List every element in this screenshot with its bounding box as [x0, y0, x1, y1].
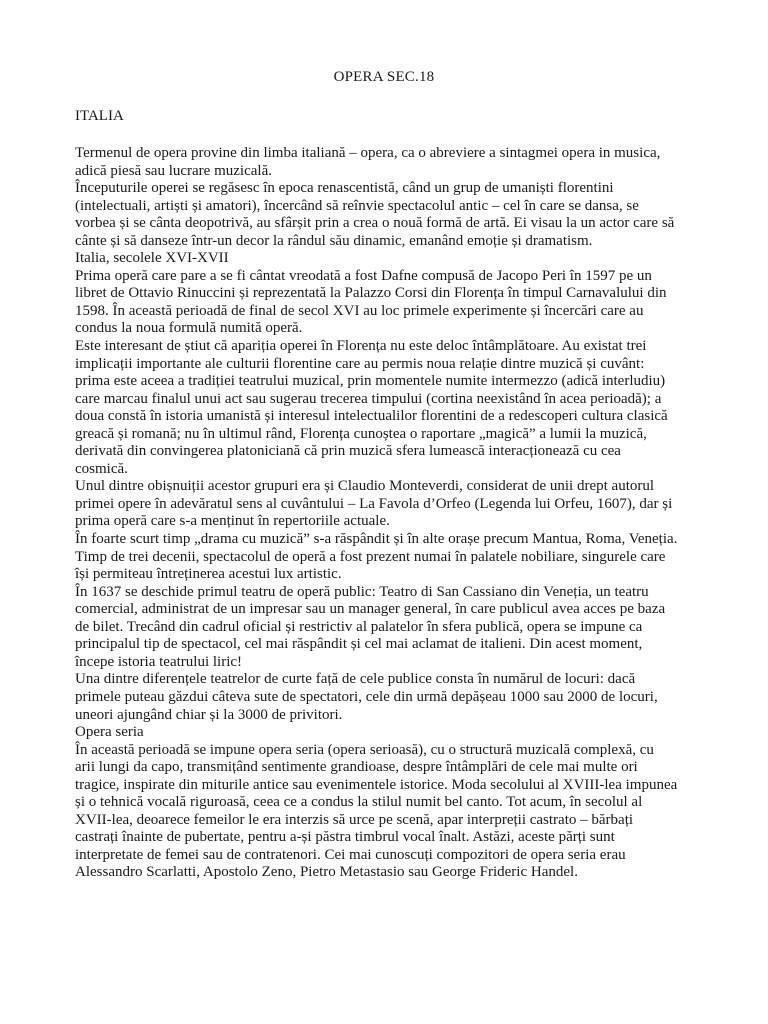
subheading-opera-seria: Opera seria [75, 724, 144, 741]
document-body [75, 145, 695, 882]
paragraph-florence: Este interesant de știut că apariția operei în Florența nu este deloc întâmplătoare. Au existat trei implicații importante ale culturii florentine care au permis noua relație dintre muzică și cuvânt: prima este aceea a tradiției teatrului muzical, prin momentele numite intermezzo (adică interludiu) care marcau finalul unui act sau sugerau trecerea timpului (cortina neexistând în acea perioadă); a doua constă în istoria umanistă și interesul intelectualilor florentini de a redescoperi cultura clasică greacă și romană; nu în ultimul rând, Florența cunoștea o raportare „magică” a lumii la muzică, derivată din convingerea platoniciană că prin muzică sfera lumească interacționează cu cea cosmică. [75, 338, 668, 477]
document-title: OPERA SEC.18 [333, 69, 435, 85]
paragraph-opera-seria: În această perioadă se impune opera seria (opera serioasă), cu o structură muzicală complexă, cu arii lungi da capo, transmițând sentimente grandioase, despre întâmplări de cele mai multe ori tragice, inspirate din miturile antice sau evenimentele istorice. Moda secolului al XVIII-lea impunea și o tehnică vocală riguroasă, ceea ce a condus la stilul numit bel canto. Tot acum, în secolul al XVII-lea, deoarece femeilor le era interzis să urce pe scenă, apar interpreții castrato – bărbați castrați înainte de pubertate, pentru a-și păstra timbrul vocal înalt. Astăzi, aceste părți sunt interpretate de femei sau de contratenori. Cei mai cunoscuți compozitori de opera seria erau Alessandro Scarlatti, Apostolo Zeno, Pietro Metastasio sau George Frideric Handel. [75, 741, 678, 881]
paragraph-intro: Termenul de opera provine din limba italiană – opera, ca o abreviere a sintagmei opera in musica, adică piesă sau lucrare muzicală. [75, 145, 661, 179]
subheading-italia-xvi-xvii: Italia, secolele XVI-XVII [75, 250, 229, 267]
paragraph-public-theatre: În 1637 se deschide primul teatru de operă public: Teatro di San Cassiano din Veneția, un teatru comercial, administrat de un impresar sau un manager general, în care publicul avea acces pe baza de bilet. Trecând din cadrul oficial și restrictiv al palatelor în sfera publică, opera se impune ca principalul tip de spectacol, cel mai răspândit și cel mai aclamat de italieni. Din acest moment, începe istoria teatrului liric! [75, 583, 666, 670]
paragraph-first-opera: Prima operă care pare a se fi cântat vreodată a fost Dafne compusă de Jacopo Peri în 1597 pe un libret de Ottavio Rinuccini și reprezentată la Palazzo Corsi din Florența în timpul Carnavalului din 1598. În această perioadă de final de secol XVI au loc primele experimente și încercări care au condus la noua formulă numită operă. [75, 267, 667, 337]
paragraph-seats: Una dintre diferențele teatrelor de curte față de cele publice consta în numărul de locuri: dacă primele puteau găzdui câteva sute de spectatori, cele din urmă depășeau 1000 sau 2000 de locuri, uneori ajungând chiar și la 3000 de privitori. [75, 671, 658, 723]
paragraph-spread: În foarte scurt timp „drama cu muzică” s-a răspândit și în alte orașe precum Mantua, Roma, Veneția. Timp de trei decenii, spectacolul de operă a fost prezent numai în palatele nobiliare, singurele care își permiteau întreținerea acestui lux artistic. [75, 531, 678, 583]
paragraph-origins: Începuturile operei se regăsesc în epoca renascentistă, când un grup de umaniști florentini (intelectuali, artiști și amatori), încercând să reînvie spectacolul antic – cel în care se dansa, se vorbea și se cânta deopotrivă, au sfârșit prin a crea o nouă formă de artă. Ei visau la un actor care să cânte și să danseze într-un decor la rândul său dinamic, emanând emoție și dramatism. [75, 180, 675, 249]
paragraph-monteverdi: Unul dintre obișnuiții acestor grupuri era și Claudio Monteverdi, considerat de unii drept autorul primei opere în adevăratul sens al cuvântului – La Favola d’Orfeo (Legenda lui Orfeu, 1607), dar și prima operă care s-a menținut în repertoriile actuale. [75, 478, 673, 530]
section-heading: ITALIA [75, 108, 124, 124]
